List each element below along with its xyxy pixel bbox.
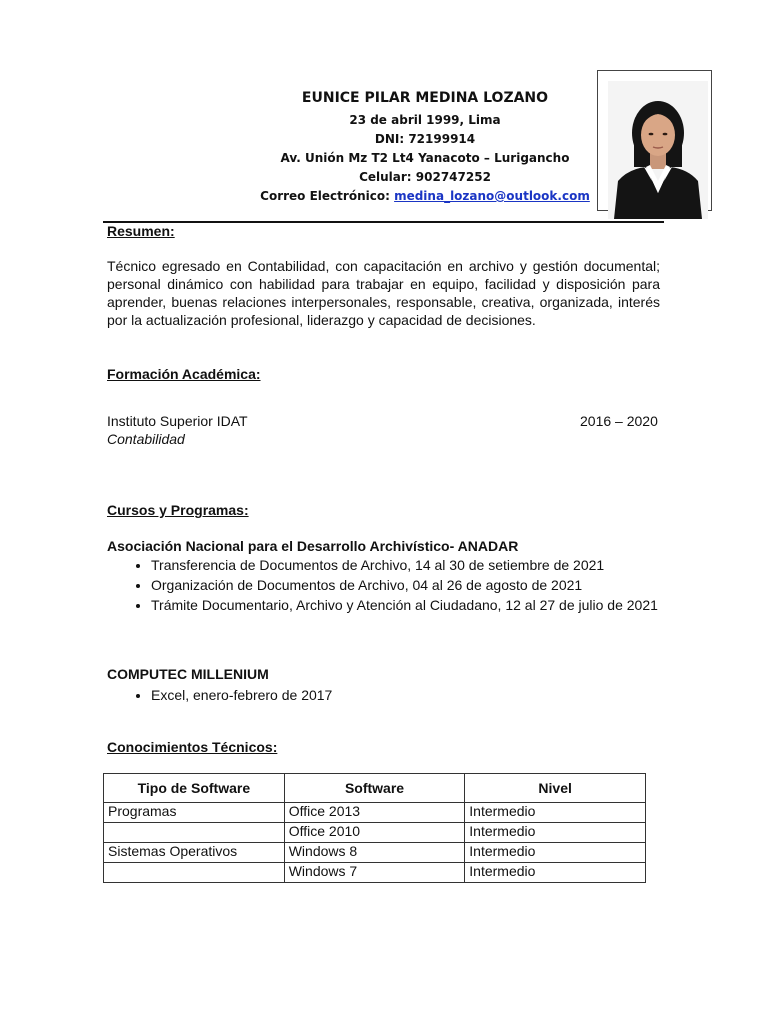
profile-photo: [608, 81, 708, 219]
table-cell: Intermedio: [465, 803, 646, 823]
dni-info: DNI: 72199914: [374, 132, 476, 146]
table-cell: Windows 8: [284, 843, 465, 863]
table-cell: [104, 863, 285, 883]
email-line: [200, 187, 650, 206]
education-career: Contabilidad: [107, 431, 185, 447]
address-info: Av. Unión Mz T2 Lt4 Yanacoto – Lurigancho: [280, 151, 570, 165]
table-cell: Office 2010: [284, 823, 465, 843]
summary-heading: Resumen:: [107, 223, 175, 239]
anadar-course-list: [107, 556, 667, 616]
phone-info: Celular: 902747252: [359, 170, 491, 184]
column-header: Tipo de Software: [104, 774, 285, 803]
list-item: • Excel, enero-febrero de 2017: [151, 686, 667, 705]
list-item: • Organización de Documentos de Archivo, 04 al 26 de agosto de 2021: [151, 576, 667, 595]
table-row: [104, 863, 646, 883]
column-header: Software: [284, 774, 465, 803]
birth-info: 23 de abril 1999, Lima: [349, 113, 501, 127]
full-name: EUNICE PILAR MEDINA LOZANO: [301, 90, 549, 106]
email-link[interactable]: medina_lozano@outlook.com: [394, 189, 590, 203]
table-cell: Intermedio: [465, 843, 646, 863]
list-item: • Trámite Documentario, Archivo y Atención al Ciudadano, 12 al 27 de julio de 2021: [151, 596, 667, 615]
course-org-anadar: Asociación Nacional para el Desarrollo Archivístico- ANADAR: [107, 538, 519, 554]
table-row: [104, 803, 646, 823]
table-cell: Windows 7: [284, 863, 465, 883]
table-cell: Intermedio: [465, 823, 646, 843]
table-cell: Intermedio: [465, 863, 646, 883]
computec-course-list: [107, 686, 667, 706]
software-table: [103, 773, 646, 883]
table-cell: Sistemas Operativos: [104, 843, 285, 863]
column-header: Nivel: [465, 774, 646, 803]
table-row: [104, 843, 646, 863]
education-heading: Formación Académica:: [107, 366, 261, 382]
table-cell: [104, 823, 285, 843]
table-row: [104, 823, 646, 843]
list-item: • Transferencia de Documentos de Archivo, 14 al 30 de setiembre de 2021: [151, 556, 667, 575]
header-divider: [103, 221, 664, 223]
education-years: 2016 – 2020: [580, 413, 658, 429]
skills-heading: Conocimientos Técnicos:: [107, 739, 278, 755]
education-institution: Instituto Superior IDAT: [107, 413, 248, 429]
portrait-illustration: [608, 81, 708, 219]
photo-frame: [597, 70, 712, 211]
table-cell: Office 2013: [284, 803, 465, 823]
courses-heading: Cursos y Programas:: [107, 502, 249, 518]
course-org-computec: COMPUTEC MILLENIUM: [107, 666, 269, 682]
table-header-row: [104, 774, 646, 803]
email-label: Correo Electrónico:: [260, 189, 390, 203]
table-cell: Programas: [104, 803, 285, 823]
summary-text: Técnico egresado en Contabilidad, con capacitación en archivo y gestión documental; personal dinámico con habilidad para trabajar en equipo, facilidad y disposición para aprender, buenas relaciones interpersonales, responsable, creativa, organizada, interés por la actualización profesional, liderazgo y capacidad de decisiones.: [107, 258, 660, 328]
cv-header: [200, 90, 650, 206]
